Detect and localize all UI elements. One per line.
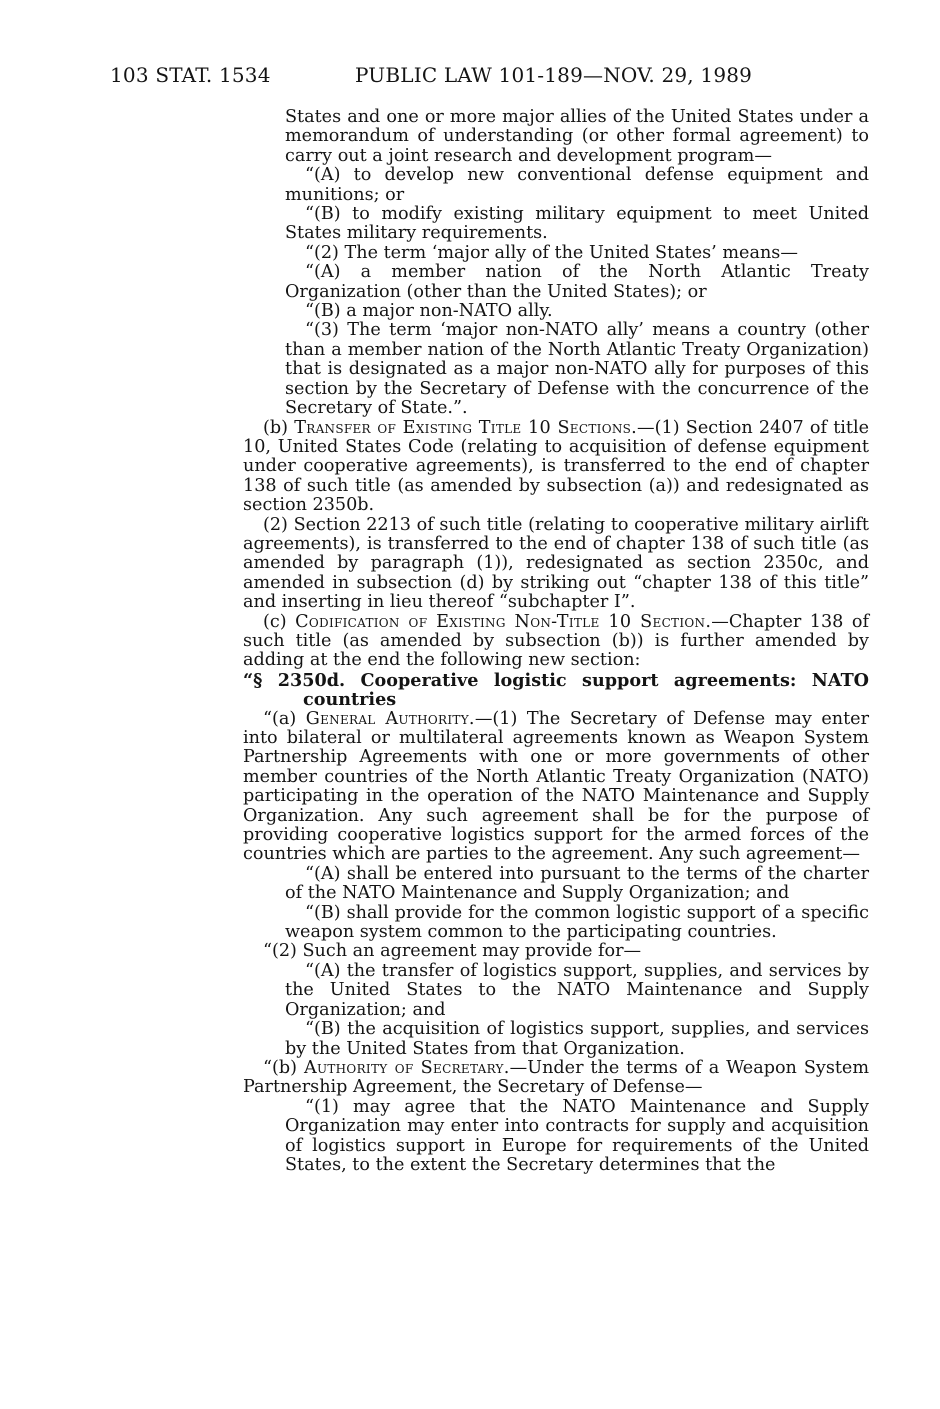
subsection-heading: Codification of Existing Non-Title 10 Section.: [295, 611, 712, 632]
paragraph: (2) Section 2213 of such title (relating to cooperative military airlift agreements), is transferred to the end of chapter 138 of such title (as amended by paragraph (1)), redesignated as section 2350c, and amended in subsection (d) by striking out “chapter 138 of this title” and inserting in lieu thereof “subchapter I”.: [243, 514, 869, 613]
paragraph: “(A) a member nation of the North Atlantic Treaty Organization (other than the United States); or: [285, 262, 869, 302]
paragraph: “(A) shall be entered into pursuant to the terms of the charter of the NATO Maintenance and Supply Organization; and: [285, 863, 869, 904]
statute-reference: 103 STAT. 1534: [110, 63, 271, 87]
paragraph-text: —Under the terms of a Weapon System Partnership Agreement, the Secretary of Defense—: [243, 1057, 870, 1098]
paragraph: “(2) The term ‘major ally of the United States’ means—: [305, 242, 798, 263]
section-heading: “§ 2350d. Cooperative logistic support agreements: NATO countries: [243, 669, 869, 711]
law-title: PUBLIC LAW 101-189—NOV. 29, 1989: [355, 63, 753, 87]
subsection-label: (c): [263, 611, 287, 632]
paragraph: [243, 613, 869, 671]
paragraph-text: —Chapter 138 of such title (as amended by subsection (b)) is further amended by adding at the end the following new section:: [243, 611, 870, 671]
paragraph: “(B) to modify existing military equipment to meet United States military requirements.: [285, 204, 869, 244]
document-body: [243, 108, 869, 1175]
paragraph: “(1) may agree that the NATO Maintenance and Supply Organization may enter into contracts for supply and acquisition of logistics support in Europe for requirements of the United States, to the extent the Secretary determines that the: [285, 1096, 869, 1175]
paragraph: [243, 1059, 869, 1098]
subsection-heading: Authority of Secretary.: [303, 1057, 510, 1078]
subsection-heading: Transfer of Existing Title 10 Sections.: [294, 417, 638, 438]
page-header: [0, 62, 940, 88]
paragraph: “(3) The term ‘major non-NATO ally’ means a country (other than a member nation of the North Atlantic Treaty Organization) that is designated as a major non-NATO ally for purposes of this section by the Secretary of Defense with the concurrence of the Secretary of State.”.: [285, 320, 869, 419]
paragraph: “(B) shall provide for the common logistic support of a specific weapon system common to the participating countries.: [285, 902, 869, 943]
subsection-label: “(b): [263, 1057, 297, 1078]
paragraph: States and one or more major allies of the United States under a memorandum of understanding (or other formal agreement) to carry out a joint research and development program—: [285, 107, 869, 166]
subsection-label: (b): [263, 417, 288, 438]
paragraph: “(B) the acquisition of logistics support, supplies, and services by the United States from that Organization.: [285, 1019, 869, 1059]
subsection-label: “(a): [263, 708, 297, 729]
paragraph: “(B) a major non-NATO ally.: [305, 301, 553, 322]
paragraph: “(A) the transfer of logistics support, supplies, and services by the United States to the NATO Maintenance and Supply Organization; and: [285, 960, 869, 1020]
subsection-heading: General Authority.: [305, 708, 475, 729]
paragraph: [243, 419, 869, 516]
paragraph: [243, 710, 869, 865]
paragraph-text: —(1) Section 2407 of title 10, United States Code (relating to acquisition of defense equipment under cooperative agreements), is transferred to the end of chapter 138 of such title (as amended by subsection (a)) and redesignated as section 2350b.: [243, 417, 870, 516]
paragraph: “(2) Such an agreement may provide for—: [263, 941, 642, 962]
paragraph: “(A) to develop new conventional defense equipment and munitions; or: [285, 165, 869, 205]
paragraph-text: —(1) The Secretary of Defense may enter into bilateral or multilateral agreements known as Weapon System Partnership Agreements with one or more governments of other member countries of the North Atlantic Treaty Organization (NATO) participating in the operation of the NATO Maintenance and Supply Organization. Any such agreement shall be for the purpose of providing cooperative logistics support for the armed forces of the countries which are parties to the agreement. Any such agreement—: [243, 708, 869, 865]
